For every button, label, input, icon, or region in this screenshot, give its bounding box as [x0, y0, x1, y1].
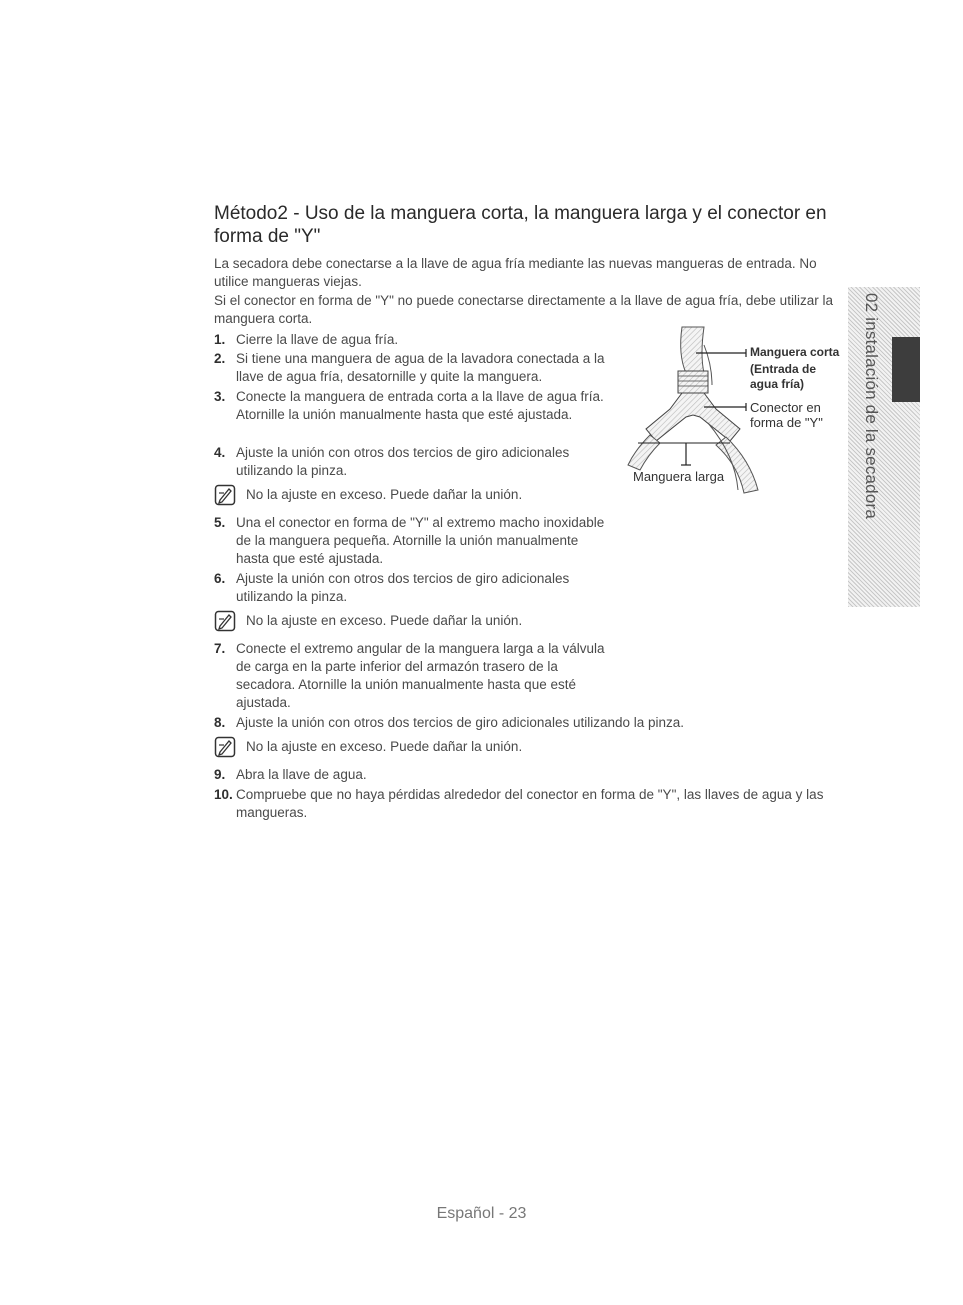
step-7 [214, 640, 619, 712]
step-number: 2. [214, 351, 226, 366]
note-3 [214, 738, 634, 756]
label-y-connector-2: forma de "Y" [750, 415, 823, 430]
chapter-marker [892, 337, 920, 402]
step-number: 8. [214, 715, 226, 730]
step-8 [214, 714, 834, 732]
label-short-hose: Manguera corta [750, 345, 840, 359]
note-text: No la ajuste en exceso. Puede dañar la unión. [246, 487, 523, 502]
step-number: 7. [214, 641, 226, 656]
note-icon [214, 484, 236, 506]
step-number: 4. [214, 445, 226, 460]
note-icon [214, 736, 236, 758]
label-long-hose: Manguera larga [633, 469, 725, 484]
step-3 [214, 388, 624, 424]
step-10 [214, 786, 839, 822]
step-number: 1. [214, 332, 226, 347]
chapter-side-tab [848, 287, 920, 607]
step-4 [214, 444, 619, 480]
step-text: Compruebe que no haya pérdidas alrededor del conector en forma de "Y", las llaves de agua y las mangueras. [236, 787, 824, 820]
step-text: Cierre la llave de agua fría. [236, 332, 399, 347]
step-text: Conecte el extremo angular de la manguera larga a la válvula de carga en la parte inferior del armazón trasero de la secadora. Atornille la unión manualmente hasta que esté ajustada. [236, 641, 605, 710]
chapter-label: 02 instalación de la secadora [862, 293, 881, 520]
step-2 [214, 350, 634, 386]
note-2 [214, 612, 634, 630]
step-number: 6. [214, 571, 226, 586]
step-5 [214, 514, 614, 568]
step-text: Ajuste la unión con otros dos tercios de giro adicionales utilizando la pinza. [236, 445, 570, 478]
step-number: 3. [214, 389, 226, 404]
step-number: 9. [214, 767, 226, 782]
step-text: Ajuste la unión con otros dos tercios de giro adicionales utilizando la pinza. [236, 715, 685, 730]
step-text: Abra la llave de agua. [236, 767, 367, 782]
intro-paragraph-2: Si el conector en forma de "Y" no puede conectarse directamente a la llave de agua fría, debe utilizar la manguera corta. [214, 293, 833, 326]
note-icon [214, 610, 236, 632]
step-text: Una el conector en forma de "Y" al extremo macho inoxidable de la manguera pequeña. Atornille la unión manualmente hasta que esté ajustada. [236, 515, 605, 566]
label-y-connector-1: Conector en [750, 400, 821, 415]
step-text: Ajuste la unión con otros dos tercios de giro adicionales utilizando la pinza. [236, 571, 570, 604]
step-number: 5. [214, 515, 226, 530]
note-1 [214, 486, 634, 504]
step-6 [214, 570, 619, 606]
note-text: No la ajuste en exceso. Puede dañar la unión. [246, 739, 523, 754]
page-number: Español - 23 [436, 1205, 527, 1222]
step-1 [214, 331, 634, 349]
section-title: Método2 - Uso de la manguera corta, la manguera larga y el conector en forma de "Y" [214, 203, 827, 247]
intro-paragraph-1: La secadora debe conectarse a la llave de agua fría mediante las nuevas mangueras de entrada. No utilice mangueras viejas. [214, 256, 817, 289]
step-text: Si tiene una manguera de agua de la lavadora conectada a la llave de agua fría, desatornille y quite la manguera. [236, 351, 605, 384]
label-short-hose-sub2: agua fría) [750, 377, 805, 391]
hose-diagram [620, 325, 860, 500]
step-9 [214, 766, 834, 784]
step-text: Conecte la manguera de entrada corta a la llave de agua fría. Atornille la unión manualmente hasta que esté ajustada. [236, 389, 604, 422]
note-text: No la ajuste en exceso. Puede dañar la unión. [246, 613, 523, 628]
label-short-hose-sub1: (Entrada de [750, 362, 817, 376]
step-number: 10. [214, 787, 233, 802]
